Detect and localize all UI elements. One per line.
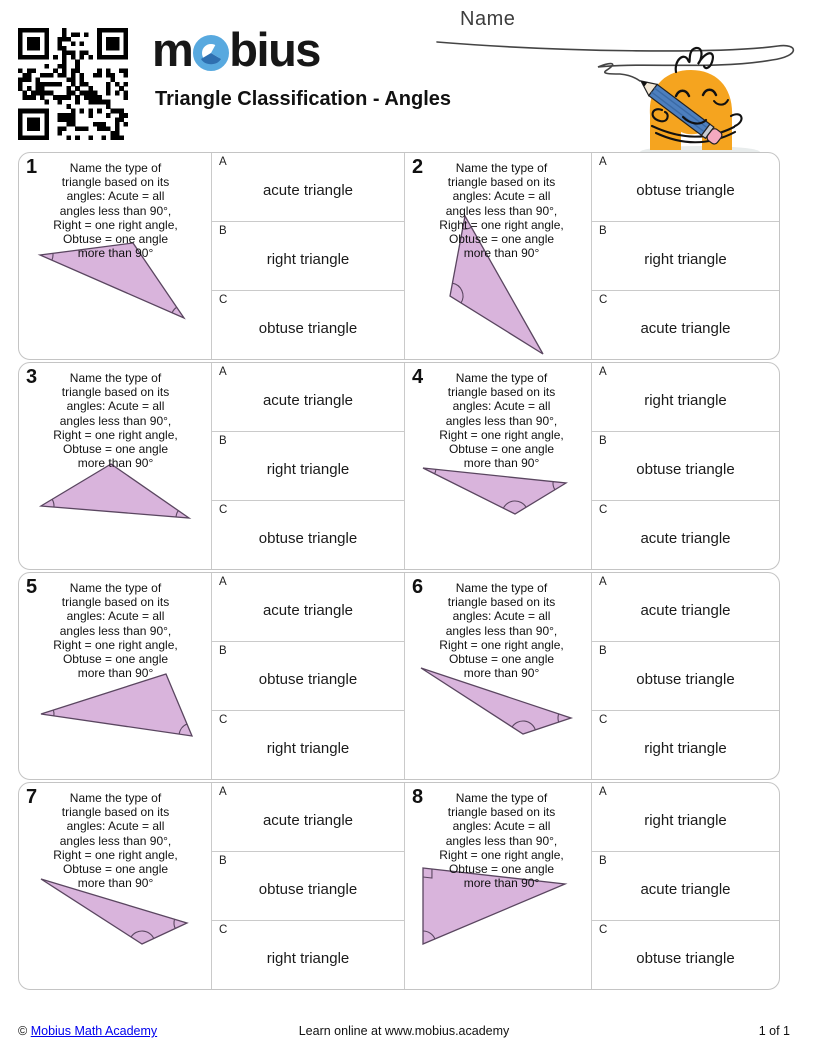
option-letter: B [219, 225, 227, 237]
problem-2-options [591, 153, 779, 359]
mobius-logo [152, 23, 320, 76]
problem-4 [404, 363, 591, 569]
problem-3 [19, 363, 211, 569]
problem-number: 7 [26, 786, 38, 808]
problem-instruction: Name the type of triangle based on its angles: Acute = all angles less than 90°, Right = one right angle, Obtuse = one angle more than 90° [439, 581, 564, 681]
name-line [437, 42, 793, 81]
option-letter: A [599, 786, 607, 798]
problem-4-options [591, 363, 779, 569]
option-letter: B [219, 435, 227, 447]
answer-option[interactable] [592, 852, 779, 921]
pencil-mascot [637, 48, 760, 158]
option-text: obtuse triangle [258, 880, 358, 898]
option-letter: B [599, 435, 607, 447]
option-text: acute triangle [640, 319, 731, 337]
option-text: acute triangle [640, 601, 731, 619]
problem-8 [404, 783, 591, 989]
answer-option[interactable] [592, 783, 779, 852]
problem-number: 6 [412, 576, 424, 598]
answer-option[interactable] [212, 783, 404, 852]
answer-option[interactable] [212, 642, 404, 711]
option-letter: A [219, 786, 227, 798]
option-letter: C [599, 924, 608, 936]
option-text: acute triangle [262, 391, 354, 409]
answer-option[interactable] [212, 573, 404, 642]
mobius-swirl-icon [191, 33, 231, 73]
option-text: obtuse triangle [258, 319, 358, 337]
answer-option[interactable] [212, 291, 404, 359]
answer-option[interactable] [592, 291, 779, 359]
option-letter: A [599, 576, 607, 588]
problem-instruction: Name the type of triangle based on its angles: Acute = all angles less than 90°, Right = one right angle, Obtuse = one angle more than 90° [439, 371, 564, 471]
option-letter: A [599, 156, 607, 168]
option-letter: C [219, 924, 228, 936]
option-letter: A [219, 366, 227, 378]
problem-8-options [591, 783, 779, 989]
option-text: obtuse triangle [258, 670, 358, 688]
problem-number: 2 [412, 156, 424, 178]
problem-instruction: Name the type of triangle based on its angles: Acute = all angles less than 90°, Right = one right angle, Obtuse = one angle more than 90° [53, 371, 178, 471]
pencil-icon [637, 75, 724, 145]
problem-5-options [211, 573, 404, 779]
problem-7-options [211, 783, 404, 989]
problem-3-options [211, 363, 404, 569]
answer-option[interactable] [592, 222, 779, 291]
answer-option[interactable] [212, 153, 404, 222]
option-letter: C [599, 294, 608, 306]
option-text: obtuse triangle [636, 670, 735, 688]
answer-option[interactable] [592, 573, 779, 642]
answer-option[interactable] [592, 501, 779, 569]
answer-option[interactable] [212, 921, 404, 989]
option-letter: B [599, 225, 607, 237]
problem-instruction: Name the type of triangle based on its angles: Acute = all angles less than 90°, Right = one right angle, Obtuse = one angle more than 90° [439, 791, 564, 891]
option-text: right triangle [644, 811, 727, 829]
option-text: right triangle [266, 949, 350, 967]
logo-text-m: m [152, 23, 193, 76]
copyright-symbol: © [18, 1024, 28, 1038]
problem-5 [19, 573, 211, 779]
problem-instruction: Name the type of triangle based on its angles: Acute = all angles less than 90°, Right = one right angle, Obtuse = one angle more than 90° [439, 161, 564, 261]
option-letter: C [219, 294, 228, 306]
option-text: acute triangle [262, 811, 354, 829]
answer-option[interactable] [212, 711, 404, 779]
option-letter: B [219, 855, 227, 867]
copyright [18, 1024, 157, 1038]
option-letter: C [219, 504, 228, 516]
option-letter: A [219, 156, 227, 168]
problem-instruction: Name the type of triangle based on its angles: Acute = all angles less than 90°, Right = one right angle, Obtuse = one angle more than 90° [53, 161, 178, 261]
option-letter: B [219, 645, 227, 657]
option-text: right triangle [266, 250, 350, 268]
footer-url-text: Learn online at www.mobius.academy [298, 1024, 510, 1038]
mascot-eye-left [676, 91, 689, 96]
worksheet-row-3 [18, 572, 780, 780]
option-text: obtuse triangle [258, 529, 358, 547]
answer-option[interactable] [212, 501, 404, 569]
problem-number: 5 [26, 576, 38, 598]
answer-option[interactable] [592, 921, 779, 989]
page-indicator: 1 of 1 [758, 1024, 790, 1038]
option-letter: B [599, 855, 607, 867]
option-text: acute triangle [262, 181, 354, 199]
problem-7 [19, 783, 211, 989]
answer-option[interactable] [212, 852, 404, 921]
answer-option[interactable] [592, 153, 779, 222]
option-text: right triangle [644, 739, 727, 757]
problem-1-options [211, 153, 404, 359]
mascot-hair [676, 48, 713, 72]
problem-2 [404, 153, 591, 359]
option-letter: C [219, 714, 228, 726]
option-text: right triangle [266, 739, 350, 757]
problem-6 [404, 573, 591, 779]
option-letter: A [599, 366, 607, 378]
mascot-arm-left [653, 109, 668, 121]
problem-6-options [591, 573, 779, 779]
mobius-math-academy-link[interactable]: Mobius Math Academy [30, 1024, 158, 1038]
option-letter: A [219, 576, 227, 588]
answer-option[interactable] [592, 642, 779, 711]
option-letter: C [599, 504, 608, 516]
answer-option[interactable] [212, 222, 404, 291]
problem-number: 1 [26, 156, 38, 178]
problem-number: 3 [26, 366, 38, 388]
answer-option[interactable] [592, 363, 779, 432]
answer-option[interactable] [212, 363, 404, 432]
worksheet-row-2 [18, 362, 780, 570]
option-text: right triangle [644, 391, 727, 409]
worksheet-row-1 [18, 152, 780, 360]
mascot-eye-right [703, 90, 716, 95]
worksheet-row-4 [18, 782, 780, 990]
mascot-smile [714, 100, 728, 105]
option-text: acute triangle [640, 880, 731, 898]
answer-option[interactable] [212, 432, 404, 501]
problem-1 [19, 153, 211, 359]
option-text: obtuse triangle [636, 460, 735, 478]
answer-option[interactable] [592, 711, 779, 779]
problem-instruction: Name the type of triangle based on its angles: Acute = all angles less than 90°, Right = one right angle, Obtuse = one angle more than 90° [53, 581, 178, 681]
option-text: acute triangle [640, 529, 731, 547]
page-title: Triangle Classification - Angles [155, 88, 451, 110]
option-text: acute triangle [262, 601, 354, 619]
option-text: right triangle [266, 460, 350, 478]
option-text: obtuse triangle [636, 949, 735, 967]
problem-instruction: Name the type of triangle based on its angles: Acute = all angles less than 90°, Right = one right angle, Obtuse = one angle more than 90° [53, 791, 178, 891]
name-field-label: Name [460, 8, 516, 30]
option-text: right triangle [644, 250, 727, 268]
problem-number: 8 [412, 786, 424, 808]
problem-number: 4 [412, 366, 424, 388]
logo-text-bius: bius [229, 23, 320, 76]
answer-option[interactable] [592, 432, 779, 501]
option-text: obtuse triangle [636, 181, 735, 199]
qr-code [18, 28, 128, 140]
option-letter: C [599, 714, 608, 726]
option-letter: B [599, 645, 607, 657]
